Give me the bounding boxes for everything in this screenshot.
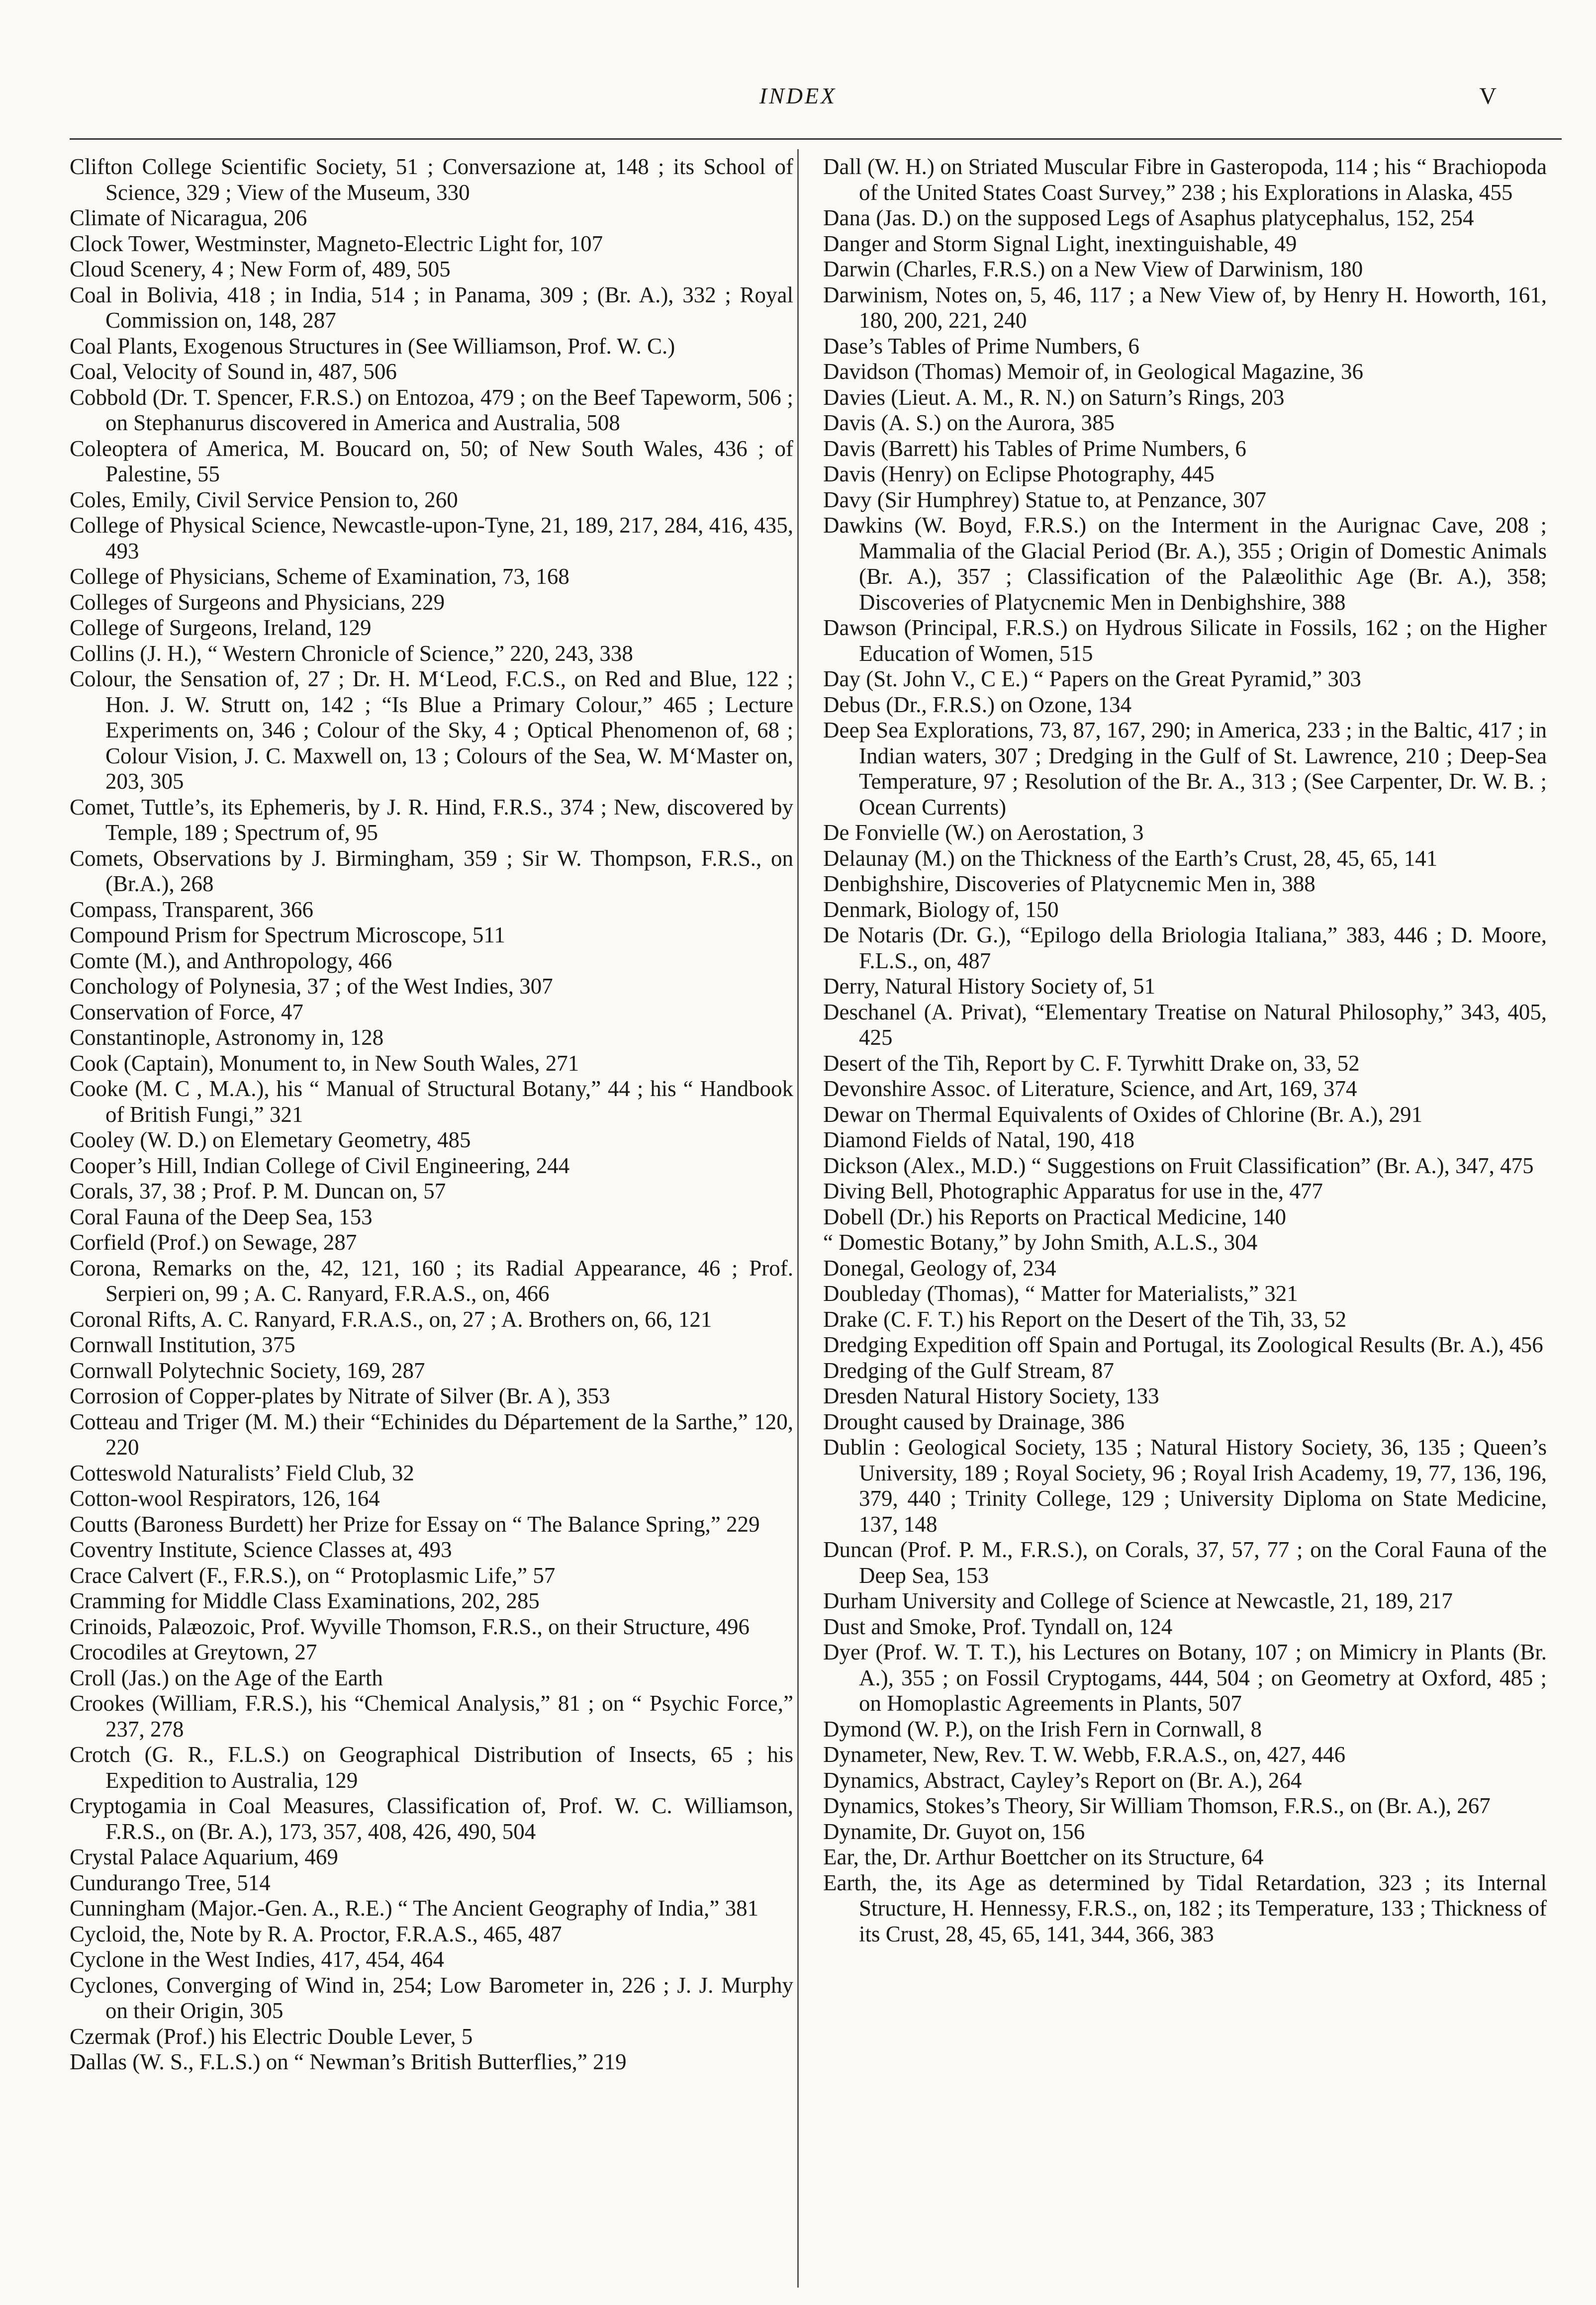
index-entry: Desert of the Tih, Report by C. F. Tyrwhitt Drake on, 33, 52: [823, 1050, 1360, 1076]
index-entry: Comte (M.), and Anthropology, 466: [70, 948, 392, 973]
index-entry: Compass, Transparent, 366: [70, 897, 314, 922]
index-entry: Dickson (Alex., M.D.) “ Suggestions on Fruit Classification” (Br. A.), 347, 475: [823, 1153, 1534, 1178]
index-entry: Dust and Smoke, Prof. Tyndall on, 124: [823, 1614, 1173, 1639]
index-entry: Coal, Velocity of Sound in, 487, 506: [70, 359, 397, 384]
index-entry: Corfield (Prof.) on Sewage, 287: [70, 1230, 357, 1255]
index-entry: Crace Calvert (F., F.R.S.), on “ Protoplasmic Life,” 57: [70, 1563, 556, 1588]
index-entry: Doubleday (Thomas), “ Matter for Materialists,” 321: [823, 1281, 1298, 1306]
index-entry: Derry, Natural History Society of, 51: [823, 974, 1156, 999]
index-entry: Cotton-wool Respirators, 126, 164: [70, 1486, 380, 1511]
index-entry: Cotteswold Naturalists’ Field Club, 32: [70, 1460, 414, 1485]
index-entry: Coral Fauna of the Deep Sea, 153: [70, 1204, 373, 1229]
index-entry: Dredging of the Gulf Stream, 87: [823, 1358, 1114, 1383]
index-entry: Danger and Storm Signal Light, inextinguishable, 49: [823, 231, 1297, 256]
index-entry: Davidson (Thomas) Memoir of, in Geological Magazine, 36: [823, 359, 1363, 384]
index-entry: Constantinople, Astronomy in, 128: [70, 1025, 384, 1050]
index-entry: Dynamics, Abstract, Cayley’s Report on (Br. A.), 264: [823, 1767, 1302, 1793]
index-entry: Ear, the, Dr. Arthur Boettcher on its Structure, 64: [823, 1844, 1264, 1869]
index-entry: Denmark, Biology of, 150: [823, 897, 1059, 922]
index-entry: Cooke (M. C , M.A.), his “ Manual of Structural Botany,” 44 ; his “ Handbook of British Fungi,” 321: [70, 1076, 793, 1127]
index-entry: Cramming for Middle Class Examinations, 202, 285: [70, 1588, 540, 1613]
index-entry: Coutts (Baroness Burdett) her Prize for Essay on “ The Balance Spring,” 229: [70, 1511, 760, 1537]
running-title: INDEX: [759, 83, 837, 108]
index-entry: Davis (A. S.) on the Aurora, 385: [823, 410, 1115, 435]
index-entry: Cobbold (Dr. T. Spencer, F.R.S.) on Entozoa, 479 ; on the Beef Tapeworm, 506 ; on Stephanurus discovered in America and Australia, 508: [70, 384, 793, 435]
index-entry: Donegal, Geology of, 234: [823, 1255, 1056, 1281]
index-entry: Drought caused by Drainage, 386: [823, 1409, 1125, 1434]
index-entry: Cooley (W. D.) on Elemetary Geometry, 485: [70, 1127, 471, 1152]
index-entry: Dobell (Dr.) his Reports on Practical Medicine, 140: [823, 1204, 1287, 1229]
index-entry: Crocodiles at Greytown, 27: [70, 1640, 317, 1664]
index-entry: Coal Plants, Exogenous Structures in (See Williamson, Prof. W. C.): [70, 333, 675, 359]
index-entry: Dase’s Tables of Prime Numbers, 6: [823, 333, 1139, 359]
index-entry: Comets, Observations by J. Birmingham, 359 ; Sir W. Thompson, F.R.S., on (Br.A.), 268: [70, 845, 793, 896]
index-entry: De Notaris (Dr. G.), “Epilogo della Briologia Italiana,” 383, 446 ; D. Moore, F.L.S., on, 487: [823, 922, 1547, 973]
index-entry: Dall (W. H.) on Striated Muscular Fibre in Gasteropoda, 114 ; his “ Brachiopoda of the United States Coast Survey,” 238 ; his Explorations in Alaska, 455: [823, 154, 1547, 205]
index-entry: Crotch (G. R., F.L.S.) on Geographical Distribution of Insects, 65 ; his Expedition to Australia, 129: [70, 1742, 793, 1793]
index-entry: Cooper’s Hill, Indian College of Civil Engineering, 244: [70, 1153, 570, 1178]
index-entry: Coleoptera of America, M. Boucard on, 50; of New South Wales, 436 ; of Palestine, 55: [70, 436, 793, 486]
index-entry: Durham University and College of Science at Newcastle, 21, 189, 217: [823, 1588, 1453, 1613]
index-entry: Conchology of Polynesia, 37 ; of the West Indies, 307: [70, 974, 553, 999]
index-entry: “ Domestic Botany,” by John Smith, A.L.S., 304: [823, 1230, 1258, 1255]
index-entry: Cornwall Polytechnic Society, 169, 287: [70, 1358, 425, 1383]
index-entry: Crinoids, Palæozoic, Prof. Wyville Thomson, F.R.S., on their Structure, 496: [70, 1614, 750, 1639]
index-entry: Colleges of Surgeons and Physicians, 229: [70, 589, 445, 615]
index-entry: Compound Prism for Spectrum Microscope, 511: [70, 922, 505, 947]
index-entry: Deep Sea Explorations, 73, 87, 167, 290; in America, 233 ; in the Baltic, 417 ; in Indian waters, 307 ; Dredging in the Gulf of St. Lawrence, 210 ; Deep-Sea Temperature, 97 ; Resolution of the Br. A., 313 ; (See Carpenter, Dr. W. B. ; Ocean Currents): [823, 718, 1547, 820]
index-entry: Corrosion of Copper-plates by Nitrate of Silver (Br. A ), 353: [70, 1383, 610, 1408]
index-entry: Corona, Remarks on the, 42, 121, 160 ; its Radial Appearance, 46 ; Prof. Serpieri on, 99 ; A. C. Ranyard, F.R.A.S., on, 466: [70, 1255, 793, 1306]
index-entry: Cundurango Tree, 514: [70, 1870, 271, 1895]
index-entry: Dynameter, New, Rev. T. W. Webb, F.R.A.S., on, 427, 446: [823, 1742, 1346, 1767]
index-entry: Cotteau and Triger (M. M.) their “Echinides du Département de la Sarthe,” 120, 220: [70, 1409, 793, 1460]
index-entry: College of Physicians, Scheme of Examination, 73, 168: [70, 564, 569, 589]
index-entry: Cunningham (Major.-Gen. A., R.E.) “ The Ancient Geography of India,” 381: [70, 1896, 759, 1921]
index-entry: Davis (Henry) on Eclipse Photography, 445: [823, 461, 1215, 486]
index-entry: Delaunay (M.) on the Thickness of the Earth’s Crust, 28, 45, 65, 141: [823, 845, 1438, 871]
index-entry: Czermak (Prof.) his Electric Double Lever, 5: [70, 2024, 473, 2049]
index-entry: Clifton College Scientific Society, 51 ; Conversazione at, 148 ; its School of Science, 329 ; View of the Museum, 330: [70, 154, 793, 205]
index-entry: Dredging Expedition off Spain and Portugal, its Zoological Results (Br. A.), 456: [823, 1332, 1543, 1357]
index-entry: Dresden Natural History Society, 133: [823, 1383, 1159, 1408]
index-entry: Davis (Barrett) his Tables of Prime Numbers, 6: [823, 436, 1246, 461]
index-entry: Dewar on Thermal Equivalents of Oxides of Chlorine (Br. A.), 291: [823, 1102, 1423, 1127]
column-divider: [797, 149, 799, 2288]
index-entry: Coles, Emily, Civil Service Pension to, 260: [70, 487, 458, 512]
index-entry: Dallas (W. S., F.L.S.) on “ Newman’s British Butterflies,” 219: [70, 2049, 627, 2074]
index-entry: Davies (Lieut. A. M., R. N.) on Saturn’s Rings, 203: [823, 384, 1285, 410]
index-entry: Collins (J. H.), “ Western Chronicle of Science,” 220, 243, 338: [70, 641, 633, 666]
index-column-left: [70, 154, 793, 2075]
index-entry: Crystal Palace Aquarium, 469: [70, 1844, 338, 1869]
index-entry: Dawkins (W. Boyd, F.R.S.) on the Interment in the Aurignac Cave, 208 ; Mammalia of the Glacial Period (Br. A.), 355 ; Origin of Domestic Animals (Br. A.), 357 ; Classification of the Palæolithic Age (Br. A.), 358; Discoveries of Platycnemic Men in Denbighshire, 388: [823, 513, 1547, 615]
index-entry: Davy (Sir Humphrey) Statue to, at Penzance, 307: [823, 487, 1267, 512]
index-entry: De Fonvielle (W.) on Aerostation, 3: [823, 820, 1144, 845]
index-entry: Colour, the Sensation of, 27 ; Dr. H. M‘Leod, F.C.S., on Red and Blue, 122 ; Hon. J. W. Strutt on, 142 ; “Is Blue a Primary Colour,” 465 ; Lecture Experiments on, 346 ; Colour of the Sky, 4 ; Optical Phenomenon of, 68 ; Colour Vision, J. C. Maxwell on, 13 ; Colours of the Sea, W. M‘Master on, 203, 305: [70, 666, 793, 794]
header-rule: [70, 138, 1562, 140]
index-entry: Dawson (Principal, F.R.S.) on Hydrous Silicate in Fossils, 162 ; on the Higher Education of Women, 515: [823, 615, 1547, 666]
index-entry: Clock Tower, Westminster, Magneto-Electric Light for, 107: [70, 231, 603, 256]
index-entry: Dymond (W. P.), on the Irish Fern in Cornwall, 8: [823, 1716, 1262, 1742]
index-entry: Coventry Institute, Science Classes at, 493: [70, 1537, 452, 1562]
index-entry: Croll (Jas.) on the Age of the Earth: [70, 1665, 383, 1690]
index-entry: Coronal Rifts, A. C. Ranyard, F.R.A.S., on, 27 ; A. Brothers on, 66, 121: [70, 1306, 712, 1332]
index-entry: College of Physical Science, Newcastle-upon-Tyne, 21, 189, 217, 284, 416, 435, 493: [70, 513, 793, 563]
index-entry: Drake (C. F. T.) his Report on the Desert of the Tih, 33, 52: [823, 1306, 1347, 1332]
index-entry: Cryptogamia in Coal Measures, Classification of, Prof. W. C. Williamson, F.R.S., on (Br. A.), 173, 357, 408, 426, 490, 504: [70, 1793, 793, 1844]
index-entry: Cook (Captain), Monument to, in New South Wales, 271: [70, 1050, 579, 1076]
index-entry: Dyer (Prof. W. T. T.), his Lectures on Botany, 107 ; on Mimicry in Plants (Br. A.), 355 ; on Fossil Cryptogams, 444, 504 ; on Geometry at Oxford, 485 ; on Homoplastic Agreements in Plants, 507: [823, 1640, 1547, 1716]
index-entry: Dynamics, Stokes’s Theory, Sir William Thomson, F.R.S., on (Br. A.), 267: [823, 1793, 1491, 1818]
index-entry: Darwinism, Notes on, 5, 46, 117 ; a New View of, by Henry H. Howorth, 161, 180, 200, 221, 240: [823, 282, 1547, 333]
index-column-right: [823, 154, 1547, 1947]
index-entry: Dynamite, Dr. Guyot on, 156: [823, 1819, 1085, 1844]
index-entry: Dublin : Geological Society, 135 ; Natural History Society, 36, 135 ; Queen’s University, 189 ; Royal Society, 96 ; Royal Irish Academy, 19, 77, 136, 196, 379, 440 ; Trinity College, 129 ; University Diploma on State Medicine, 137, 148: [823, 1435, 1547, 1537]
index-entry: Dana (Jas. D.) on the supposed Legs of Asaphus platycephalus, 152, 254: [823, 205, 1474, 230]
index-entry: Cyclone in the West Indies, 417, 454, 464: [70, 1947, 444, 1972]
index-entry: Denbighshire, Discoveries of Platycnemic Men in, 388: [823, 871, 1315, 896]
index-entry: Comet, Tuttle’s, its Ephemeris, by J. R. Hind, F.R.S., 374 ; New, discovered by Temple, 189 ; Spectrum of, 95: [70, 794, 793, 845]
index-entry: Cycloid, the, Note by R. A. Proctor, F.R.A.S., 465, 487: [70, 1921, 562, 1946]
index-entry: Conservation of Force, 47: [70, 999, 303, 1024]
index-entry: Day (St. John V., C E.) “ Papers on the Great Pyramid,” 303: [823, 666, 1361, 691]
index-entry: Coal in Bolivia, 418 ; in India, 514 ; in Panama, 309 ; (Br. A.), 332 ; Royal Commission on, 148, 287: [70, 282, 793, 333]
index-entry: College of Surgeons, Ireland, 129: [70, 615, 372, 640]
index-entry: Corals, 37, 38 ; Prof. P. M. Duncan on, 57: [70, 1179, 446, 1203]
index-entry: Diving Bell, Photographic Apparatus for use in the, 477: [823, 1179, 1323, 1203]
index-entry: Darwin (Charles, F.R.S.) on a New View of Darwinism, 180: [823, 257, 1363, 281]
index-entry: Climate of Nicaragua, 206: [70, 205, 307, 230]
index-entry: Devonshire Assoc. of Literature, Science, and Art, 169, 374: [823, 1076, 1357, 1101]
index-entry: Cloud Scenery, 4 ; New Form of, 489, 505: [70, 257, 451, 281]
index-entry: Debus (Dr., F.R.S.) on Ozone, 134: [823, 692, 1132, 717]
index-entry: Crookes (William, F.R.S.), his “Chemical Analysis,” 81 ; on “ Psychic Force,” 237, 278: [70, 1691, 793, 1742]
page-header: [0, 80, 1596, 119]
index-entry: Diamond Fields of Natal, 190, 418: [823, 1127, 1135, 1152]
index-entry: Duncan (Prof. P. M., F.R.S.), on Corals, 37, 57, 77 ; on the Coral Fauna of the Deep Sea, 153: [823, 1537, 1547, 1588]
index-entry: Deschanel (A. Privat), “Elementary Treatise on Natural Philosophy,” 343, 405, 425: [823, 999, 1547, 1050]
page-number: V: [1479, 83, 1497, 109]
index-entry: Earth, the, its Age as determined by Tidal Retardation, 323 ; its Internal Structure, H. Hennessy, F.R.S., on, 182 ; its Temperature, 133 ; Thickness of its Crust, 28, 45, 65, 141, 344, 366, 383: [823, 1870, 1547, 1946]
index-entry: Cyclones, Converging of Wind in, 254; Low Barometer in, 226 ; J. J. Murphy on their Origin, 305: [70, 1972, 793, 2023]
index-entry: Cornwall Institution, 375: [70, 1332, 295, 1357]
